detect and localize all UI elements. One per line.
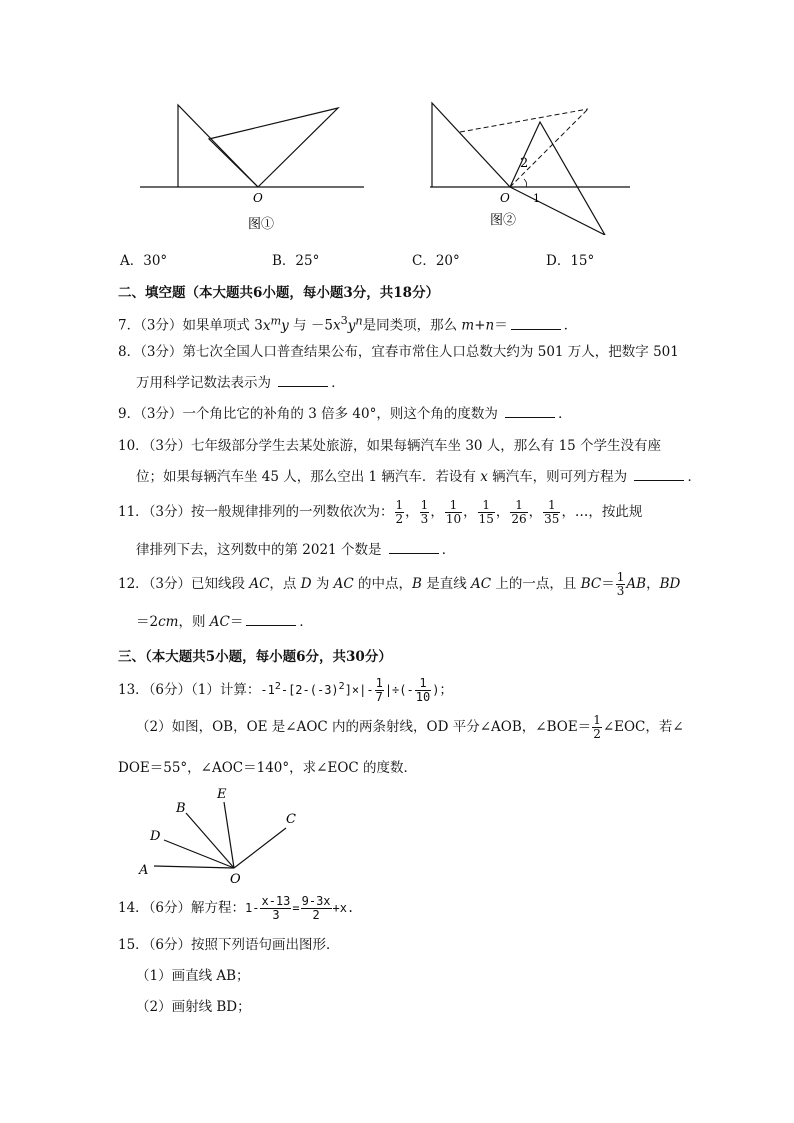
- label-o: O: [230, 872, 241, 886]
- answer-blank[interactable]: [505, 405, 555, 418]
- dashed-line-diagonal: [510, 109, 588, 187]
- question-11: 11．（3分）按一般规律排列的一列数依次为： $\frac{1}{2}$ ， $\frac{1}{3}$ ， $\frac{1}{10}$ ， $\frac{1}{15}$ ， $\frac{1}{26}$ ， $\frac{1}{35}$ ，…，按此规: [118, 498, 643, 526]
- option-c: C．20°: [412, 253, 460, 269]
- option-a: A．30°: [120, 253, 168, 269]
- answer-blank[interactable]: [634, 468, 684, 481]
- question-15-item-1: （1）画直线 AB；: [136, 968, 250, 984]
- angle-2-label: 2: [520, 156, 529, 171]
- label-c: C: [286, 812, 296, 827]
- sequence-fraction: $\frac{1}{26}$: [511, 498, 527, 526]
- ray-od: [164, 840, 234, 868]
- question-10: 10．（3分）七年级部分学生去某处旅游，如果每辆汽车坐 30 人，那么有 15 个学生没有座: [118, 438, 662, 454]
- answer-blank[interactable]: [389, 541, 439, 554]
- angle-1-label: 1: [533, 192, 540, 205]
- question-15-item-2: （2）画射线 BD；: [136, 999, 251, 1015]
- sequence-fraction: $\frac{1}{35}$: [544, 498, 560, 526]
- point-o-label: O: [500, 191, 510, 205]
- fraction-one-half: $\frac{1}{2}$: [593, 713, 601, 741]
- answer-blank[interactable]: [511, 317, 561, 330]
- label-d: D: [150, 829, 161, 844]
- label-b: B: [176, 801, 186, 816]
- question-15: 15．（6分）按照下列语句画出图形．: [118, 937, 340, 953]
- ray-oc: [234, 828, 286, 868]
- question-13-part-2-line-2: DOE＝55°，∠AOC＝140°，求∠EOC 的度数．: [118, 760, 418, 776]
- fraction-sequence: $\frac{1}{2}$ ， $\frac{1}{3}$ ， $\frac{1}{10}$ ， $\frac{1}{15}$ ， $\frac{1}{26}$ ， $\frac{1}{35}$: [395, 498, 560, 526]
- question-8: 8．（3分）第七次全国人口普查结果公布，宜春市常住人口总数大约为 501 万人，把数字 501: [118, 344, 679, 360]
- figure-1-caption: 图①: [248, 217, 275, 232]
- section-2-title: 二、填空题（本大题共6小题，每小题3分，共18分）: [118, 285, 440, 301]
- angle-figure: [132, 782, 307, 886]
- option-d: D．15°: [546, 253, 595, 269]
- sequence-fraction: $\frac{1}{10}$: [445, 498, 462, 526]
- point-o-label: O: [253, 191, 263, 205]
- question-11-line-2: 律排列下去，这列数中的第 2021 个数是 ．: [136, 542, 456, 558]
- label-e: E: [217, 787, 227, 802]
- calc-expression: $-1^2-[2-(-3)^2]\times|-$ $\frac{1}{7}$ |÷(- $\frac{1}{10}$ ): [260, 676, 440, 704]
- ray-oa: [154, 866, 234, 868]
- question-12: 12．（3分）已知线段 AC，点 D 为 AC 的中点，B 是直线 AC 上的一点，且 BC＝ $\frac{1}{3}$ AB，BD: [118, 570, 681, 598]
- sequence-fraction: $\frac{1}{2}$: [395, 498, 404, 526]
- figure-2: [420, 95, 640, 235]
- answer-blank[interactable]: [246, 613, 296, 626]
- obtuse-triangle: [209, 108, 338, 187]
- question-14: 14．（6分）解方程：1- $\frac{x-13}{3}$ = $\frac{9-3x}{2}$ +x.: [118, 894, 355, 922]
- question-13-part-2: （2）如图，OB，OE 是∠AOC 内的两条射线，OD 平分∠AOB，∠BOE＝ $\frac{1}{2}$ ∠EOC，若∠: [136, 713, 684, 741]
- question-9: 9．（3分）一个角比它的补角的 3 倍多 40°，则这个角的度数为 ．: [118, 406, 572, 422]
- question-8-line-2: 万用科学记数法表示为 ．: [136, 375, 345, 391]
- option-b: B．25°: [272, 253, 320, 269]
- right-triangle: [432, 103, 510, 187]
- question-12-line-2: ＝2cm，则 AC＝ ．: [136, 614, 313, 630]
- label-a: A: [139, 863, 149, 878]
- angle-arc: [524, 179, 527, 187]
- fraction-one-third: $\frac{1}{3}$: [616, 570, 625, 598]
- question-10-line-2: 位；如果每辆汽车坐 45 人，那么空出 1 辆汽车．若设有 x 辆汽车，则可列方程为 ．: [136, 469, 701, 485]
- sequence-fraction: $\frac{1}{3}$: [420, 498, 429, 526]
- question-13: 13．（6分）（1）计算：$-1^2-[2-(-3)^2]\times|-$ $\frac{1}{7}$ |÷(- $\frac{1}{10}$ )；: [118, 676, 453, 704]
- figure-1: [130, 95, 375, 235]
- equation: 1- $\frac{x-13}{3}$ = $\frac{9-3x}{2}$ +x.: [245, 894, 355, 922]
- sequence-fraction: $\frac{1}{15}$: [478, 498, 494, 526]
- figure-2-caption: 图②: [490, 213, 517, 228]
- section-3-title: 三、（本大题共5小题，每小题6分，共30分）: [118, 649, 392, 665]
- answer-blank[interactable]: [278, 374, 328, 387]
- question-7: 7．（3分）如果单项式 $3x^my$ 与 $-5x^3y^n$是同类项，那么 m+n＝ ．: [118, 314, 578, 334]
